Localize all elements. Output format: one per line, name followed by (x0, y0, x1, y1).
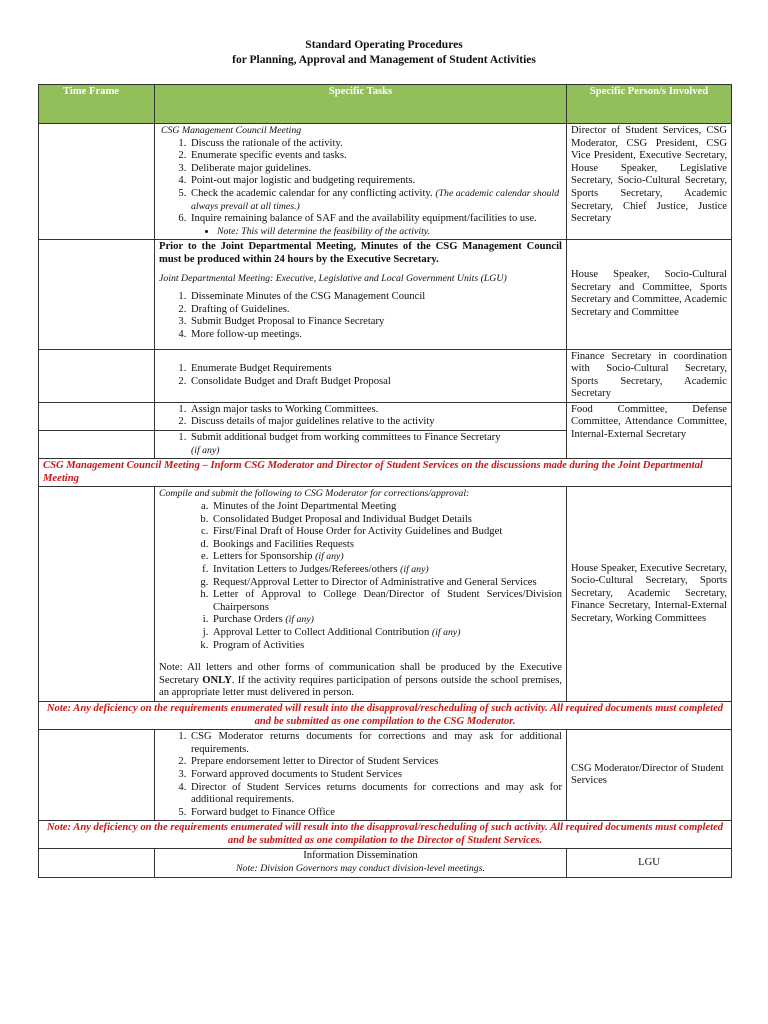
red-note-row (39, 459, 732, 487)
list-item: d. Bookings and Facilities Requests (211, 539, 562, 552)
list-item: 5. Forward budget to Finance Office (189, 807, 562, 820)
if-any-note: (if any) (315, 551, 344, 563)
list-item-text: Invitation Letters to Judges/Referees/others (213, 564, 398, 575)
task-list (159, 731, 562, 819)
list-item (211, 627, 562, 640)
compile-heading: Compile and submit the following to CSG Moderator for corrections/approval: (159, 488, 470, 500)
tasks-cell (155, 349, 567, 402)
list-item: 4. Point-out major logistic and budgeting requirements. (189, 175, 562, 188)
table-row (39, 730, 732, 821)
list-item: 2. Consolidate Budget and Draft Budget Proposal (189, 376, 562, 389)
list-item (189, 432, 562, 457)
meeting-heading: CSG Management Council Meeting (161, 125, 302, 136)
time-frame-cell (39, 349, 155, 402)
note-text: . If the activity requires participation of persons outside the school premises, an appropriate letter must delivered in person. (159, 674, 562, 699)
list-item-text: Approval Letter to Collect Additional Contribution (213, 626, 430, 638)
list-item (189, 188, 562, 213)
list-item: 2. Prepare endorsement letter to Director of Student Services (189, 756, 562, 769)
list-item: 1. Disseminate Minutes of the CSG Management Council (189, 291, 562, 304)
list-item-text: Check the academic calendar for any conflicting activity. (191, 187, 433, 199)
header-time-frame: Time Frame (39, 85, 155, 124)
title-line-2: for Planning, Approval and Management of Student Activities (232, 54, 536, 66)
requirements-list (159, 501, 562, 652)
list-item: a. Minutes of the Joint Departmental Meeting (211, 501, 562, 514)
tasks-cell (155, 487, 567, 702)
red-note: CSG Management Council Meeting – Inform CSG Moderator and Director of Student Services on the discussions made during the Joint Departmental Meeting (39, 459, 732, 487)
tasks-cell (155, 849, 567, 877)
note-text: Note: All letters and other forms of communication shall be produced by the Executive Secretary (159, 662, 562, 686)
only-emphasis: ONLY (202, 674, 232, 686)
persons-cell: CSG Moderator/Director of Student Services (567, 730, 732, 821)
title-line-1: Standard Operating Procedures (305, 39, 463, 51)
info-dissemination-title: Information Dissemination (303, 850, 418, 862)
red-note: Note: Any deficiency on the requirements enumerated will result into the disapproval/rescheduling of such activity. All required documents must completed and be submitted as one compilation to the CSG Moderator. (39, 701, 732, 729)
time-frame-cell (39, 240, 155, 349)
minutes-requirement: Prior to the Joint Departmental Meeting, Minutes of the CSG Management Council must be produced within 24 hours by the Executive Secretary. (159, 241, 562, 265)
list-item: 1. Enumerate Budget Requirements (189, 363, 562, 376)
list-item (211, 564, 562, 577)
red-note: Note: Any deficiency on the requirements enumerated will result into the disapproval/rescheduling of such activity. All required documents must completed and be submitted as one compilation to the Director of Student Services. (39, 821, 732, 849)
page-title (0, 38, 768, 68)
list-item: 6. Inquire remaining balance of SAF and the availability equipment/facilities to use. (189, 213, 562, 226)
table-row (39, 240, 732, 349)
list-item: 2. Drafting of Guidelines. (189, 304, 562, 317)
list-item: h. Letter of Approval to College Dean/Director of Student Services/Division Chairpersons (211, 589, 562, 614)
tasks-cell (155, 730, 567, 821)
list-item: 4. More follow-up meetings. (189, 329, 562, 342)
persons-cell: House Speaker, Socio-Cultural Secretary and Committee, Sports Secretary and Committee, Academic Secretary and Committee (567, 240, 732, 349)
list-item: 2. Enumerate specific events and tasks. (189, 150, 562, 163)
list-item: 3. Forward approved documents to Student Services (189, 769, 562, 782)
time-frame-cell (39, 124, 155, 240)
tasks-cell (155, 431, 567, 459)
time-frame-cell (39, 730, 155, 821)
table-row (39, 124, 732, 240)
list-item: k. Program of Activities (211, 640, 562, 653)
calendar-note: (The academic calendar should always prevail at all times.) (191, 187, 560, 212)
list-item: b. Consolidated Budget Proposal and Individual Budget Details (211, 514, 562, 527)
table-row (39, 487, 732, 702)
sop-table (38, 84, 732, 878)
list-item: 2. Discuss details of major guidelines relative to the activity (189, 416, 562, 429)
time-frame-cell (39, 487, 155, 702)
header-persons-involved: Specific Person/s Involved (567, 85, 732, 124)
time-frame-cell (39, 849, 155, 877)
list-item (211, 614, 562, 627)
header-row (39, 85, 732, 124)
tasks-cell (155, 240, 567, 349)
task-list (159, 432, 562, 457)
list-item-text: Purchase Orders (213, 614, 283, 626)
list-item: 4. Director of Student Services returns documents for corrections and may ask for additional requirements. (189, 782, 562, 807)
list-item: c. First/Final Draft of House Order for Activity Guidelines and Budget (211, 526, 562, 539)
persons-cell: Food Committee, Defense Committee, Attendance Committee, Internal-External Secretary (567, 402, 732, 458)
if-any-note: (if any) (431, 626, 461, 638)
persons-cell: Director of Student Services, CSG Moderator, CSG President, CSG Vice President, Executive Secretary, House Speaker, Legislative Secretary, Socio-Cultural Secretary, Sports Secretary, Academic Secretary, Chief Justice, Justice Secretary (567, 124, 732, 240)
time-frame-cell (39, 402, 155, 430)
persons-cell: House Speaker, Executive Secretary, Socio-Cultural Secretary, Sports Secretary, Academic Secretary, Finance Secretary, Internal-External Secretary, Working Committees (567, 487, 732, 702)
task-list (159, 138, 562, 226)
task-list (159, 363, 562, 388)
list-item-text: Submit additional budget from working committees to Finance Secretary (191, 432, 501, 444)
list-item: g. Request/Approval Letter to Director of Administrative and General Services (211, 577, 562, 590)
tasks-cell (155, 124, 567, 240)
red-note-row (39, 821, 732, 849)
division-note: Note: Division Governors may conduct division-level meetings. (236, 863, 485, 875)
task-list (159, 291, 562, 341)
list-item: 1. CSG Moderator returns documents for corrections and may ask for additional requirements. (189, 731, 562, 756)
time-frame-cell (39, 431, 155, 459)
red-note-row (39, 701, 732, 729)
persons-cell: LGU (567, 849, 732, 877)
feasibility-note: • Note: This will determine the feasibility of the activity. (217, 226, 562, 239)
table-row (39, 849, 732, 877)
bullet-list (159, 226, 562, 239)
persons-cell: Finance Secretary in coordination with Socio-Cultural Secretary, Sports Secretary, Academic Secretary (567, 349, 732, 402)
header-specific-tasks: Specific Tasks (155, 85, 567, 124)
list-item-text: Letters for Sponsorship (213, 551, 313, 563)
communication-note (159, 662, 562, 700)
list-item: 3. Deliberate major guidelines. (189, 163, 562, 176)
table-row (39, 402, 732, 430)
list-item: 1. Discuss the rationale of the activity. (189, 138, 562, 151)
if-any-note: (if any) (400, 564, 429, 575)
list-item (211, 551, 562, 564)
task-list (159, 404, 562, 429)
tasks-cell (155, 402, 567, 430)
joint-meeting-heading: Joint Departmental Meeting: Executive, Legislative and Local Government Units (LGU) (159, 272, 507, 284)
list-item: 1. Assign major tasks to Working Committees. (189, 404, 562, 417)
if-any-note: (if any) (285, 614, 314, 626)
list-item: 3. Submit Budget Proposal to Finance Secretary (189, 316, 562, 329)
table-row (39, 349, 732, 402)
if-any-note: (if any) (191, 444, 220, 456)
